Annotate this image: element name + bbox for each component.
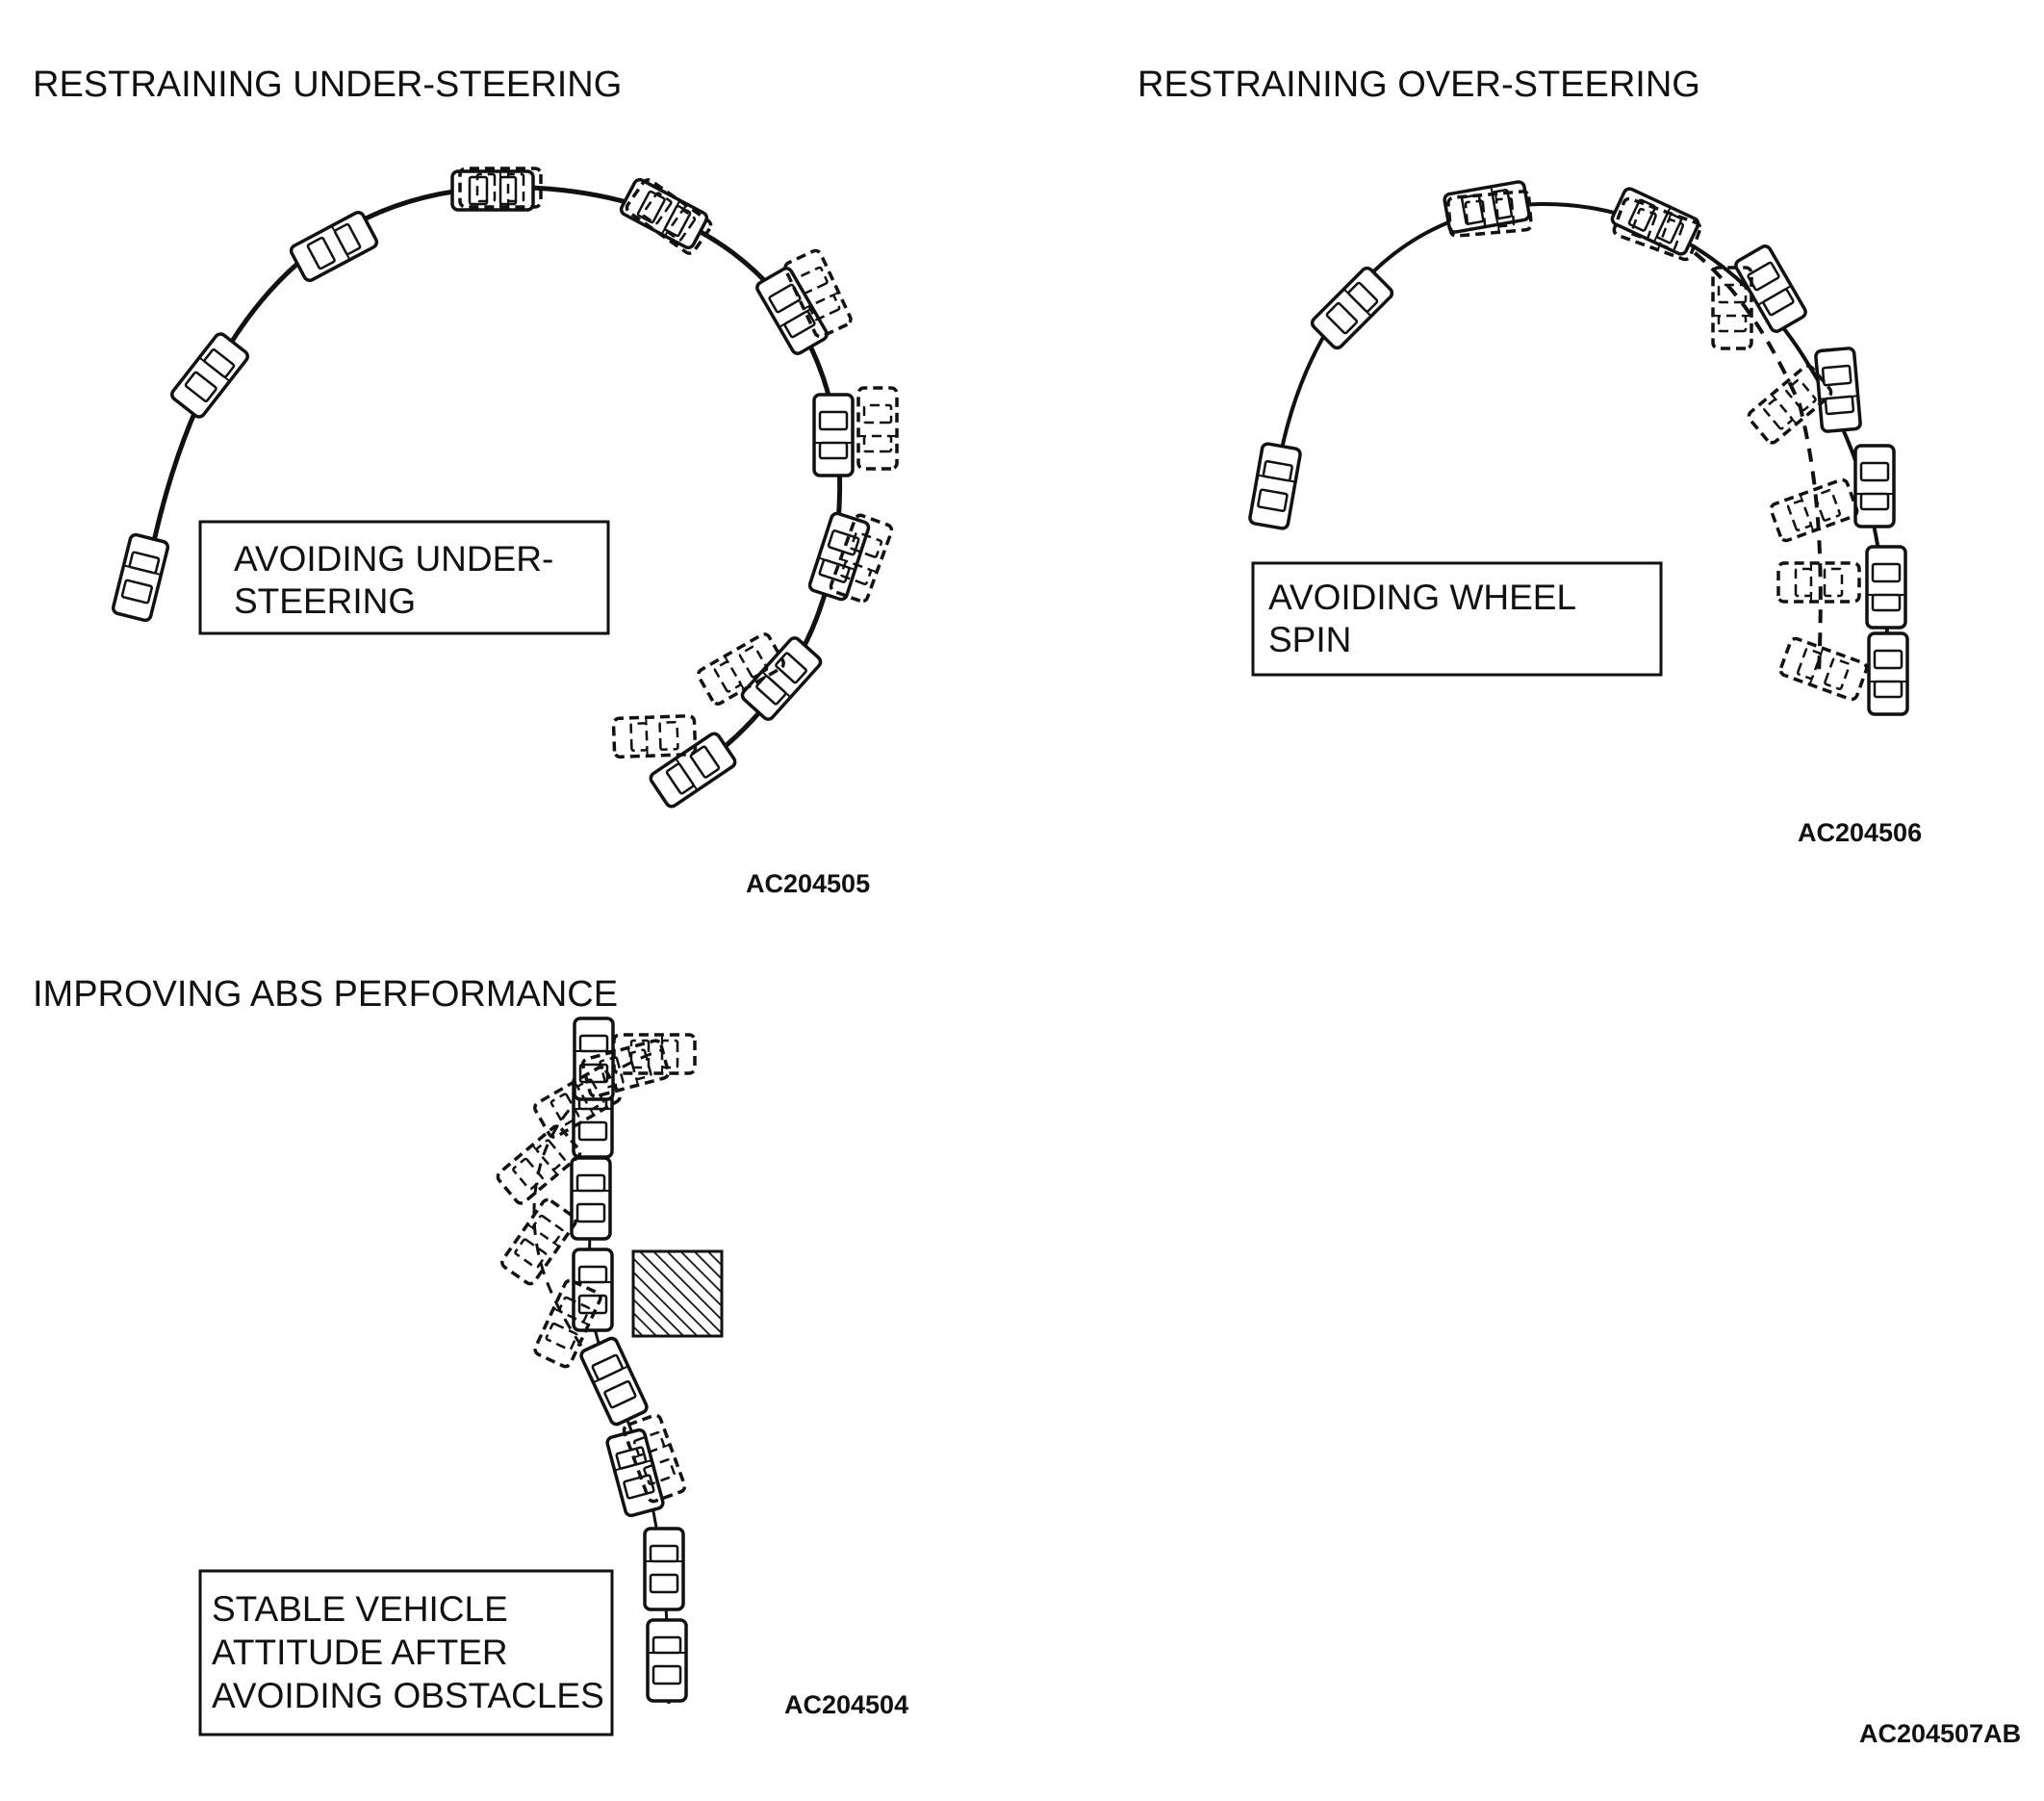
figure-code: AC204505 — [746, 869, 871, 898]
caption-line-1: AVOIDING UNDER- — [234, 539, 554, 579]
vehicle-icon — [1815, 347, 1860, 431]
vehicle-icon-dashed — [500, 1197, 578, 1286]
vehicle-icon — [1310, 266, 1394, 350]
vehicle-icon-dashed — [613, 716, 695, 758]
vehicle-icon — [290, 211, 379, 283]
panel-improving-abs-performance — [33, 974, 908, 1735]
vehicle-icon — [169, 332, 249, 420]
vehicle-icon — [579, 1336, 649, 1426]
vehicle-icon-dashed — [858, 388, 897, 469]
vehicle-icon-dashed — [1779, 637, 1869, 701]
vehicle-icon — [814, 395, 853, 476]
caption-line-1: AVOIDING WHEEL — [1268, 578, 1577, 617]
vehicle-icon — [572, 1158, 610, 1239]
vehicle-group-under — [112, 168, 897, 809]
obstacle-hatched — [633, 1251, 722, 1336]
vehicle-icon — [649, 732, 737, 809]
vehicle-icon — [808, 512, 870, 601]
vehicle-icon-dashed — [496, 1124, 582, 1206]
vehicle-icon-dashed — [1747, 364, 1833, 446]
panel-restraining-under-steering — [33, 64, 897, 898]
vehicle-icon — [1869, 633, 1907, 714]
caption-line-2: STEERING — [234, 581, 417, 621]
vehicle-icon — [648, 1620, 686, 1701]
panel-title: RESTRAINING OVER-STEERING — [1137, 64, 1700, 105]
caption-line-2: SPIN — [1268, 620, 1352, 659]
vehicle-icon — [1444, 181, 1530, 233]
figure-code: AC204506 — [1798, 818, 1923, 847]
vehicle-icon — [575, 1018, 613, 1099]
vehicle-icon — [1855, 446, 1894, 527]
vehicle-icon — [112, 533, 168, 621]
caption-line-1: STABLE VEHICLE — [212, 1589, 508, 1629]
figure-code: AC204504 — [784, 1690, 909, 1719]
vehicle-icon — [1249, 443, 1301, 529]
vehicle-icon — [740, 635, 823, 721]
panel-title: RESTRAINING UNDER-STEERING — [33, 64, 623, 105]
vehicle-icon — [645, 1529, 683, 1609]
caption-line-3: AVOIDING OBSTACLES — [212, 1676, 604, 1715]
vehicle-icon — [452, 171, 533, 210]
panel-restraining-over-steering — [1137, 64, 1922, 847]
vehicle-icon — [1610, 187, 1699, 256]
vehicle-icon-dashed — [1770, 478, 1859, 542]
caption-line-2: ATTITUDE AFTER — [212, 1633, 508, 1672]
figure-code-overall: AC204507AB — [1859, 1719, 2022, 1748]
panel-title: IMPROVING ABS PERFORMANCE — [33, 974, 619, 1015]
vehicle-icon — [1867, 547, 1905, 628]
